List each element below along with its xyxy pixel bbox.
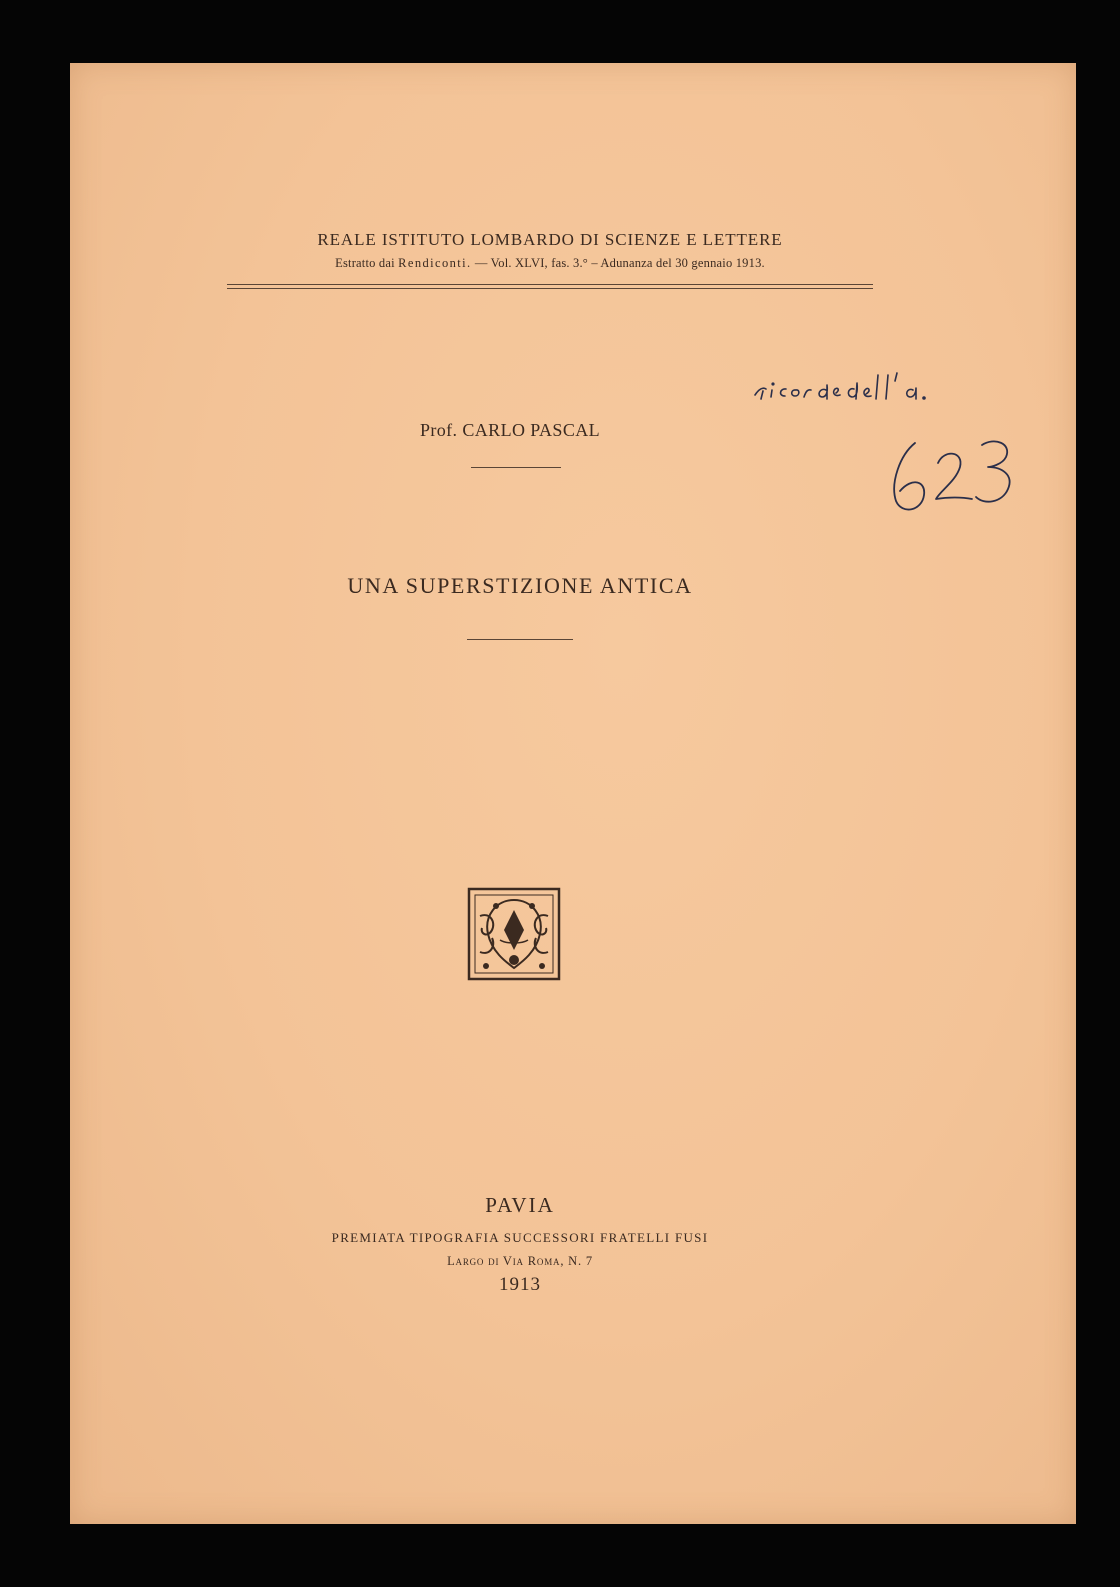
- imprint-printer: PREMIATA TIPOGRAFIA SUCCESSORI FRATELLI FUSI: [331, 1230, 709, 1245]
- imprint-address-text: Largo di Via Roma, N. 7: [447, 1254, 593, 1268]
- imprint-address: [370, 1254, 670, 1269]
- handwritten-dedication: [755, 373, 925, 399]
- author-divider: [471, 467, 561, 468]
- printer-fleuron-icon: [466, 886, 562, 982]
- document-title: UNA SUPERSTIZIONE ANTICA: [347, 573, 693, 598]
- imprint-year: 1913: [499, 1274, 541, 1295]
- extract-prefix: Estratto dai: [335, 256, 395, 270]
- header-rule-upper: [227, 284, 873, 285]
- title-divider: [467, 639, 573, 640]
- header-rule-lower: [227, 288, 873, 289]
- author-name: Prof. CARLO PASCAL: [419, 420, 601, 440]
- extract-details: — Vol. XLVI, fas. 3.° – Adunanza del 30 gennaio 1913.: [474, 256, 765, 270]
- imprint-city: PAVIA: [485, 1193, 555, 1217]
- document-page: [70, 63, 1076, 1524]
- handwritten-number: [894, 441, 1009, 509]
- extract-journal: Rendiconti.: [398, 256, 472, 270]
- institute-heading: REALE ISTITUTO LOMBARDO DI SCIENZE E LETTERE: [317, 230, 783, 249]
- handwritten-annotation: [750, 363, 1040, 533]
- extract-citation: [226, 256, 874, 271]
